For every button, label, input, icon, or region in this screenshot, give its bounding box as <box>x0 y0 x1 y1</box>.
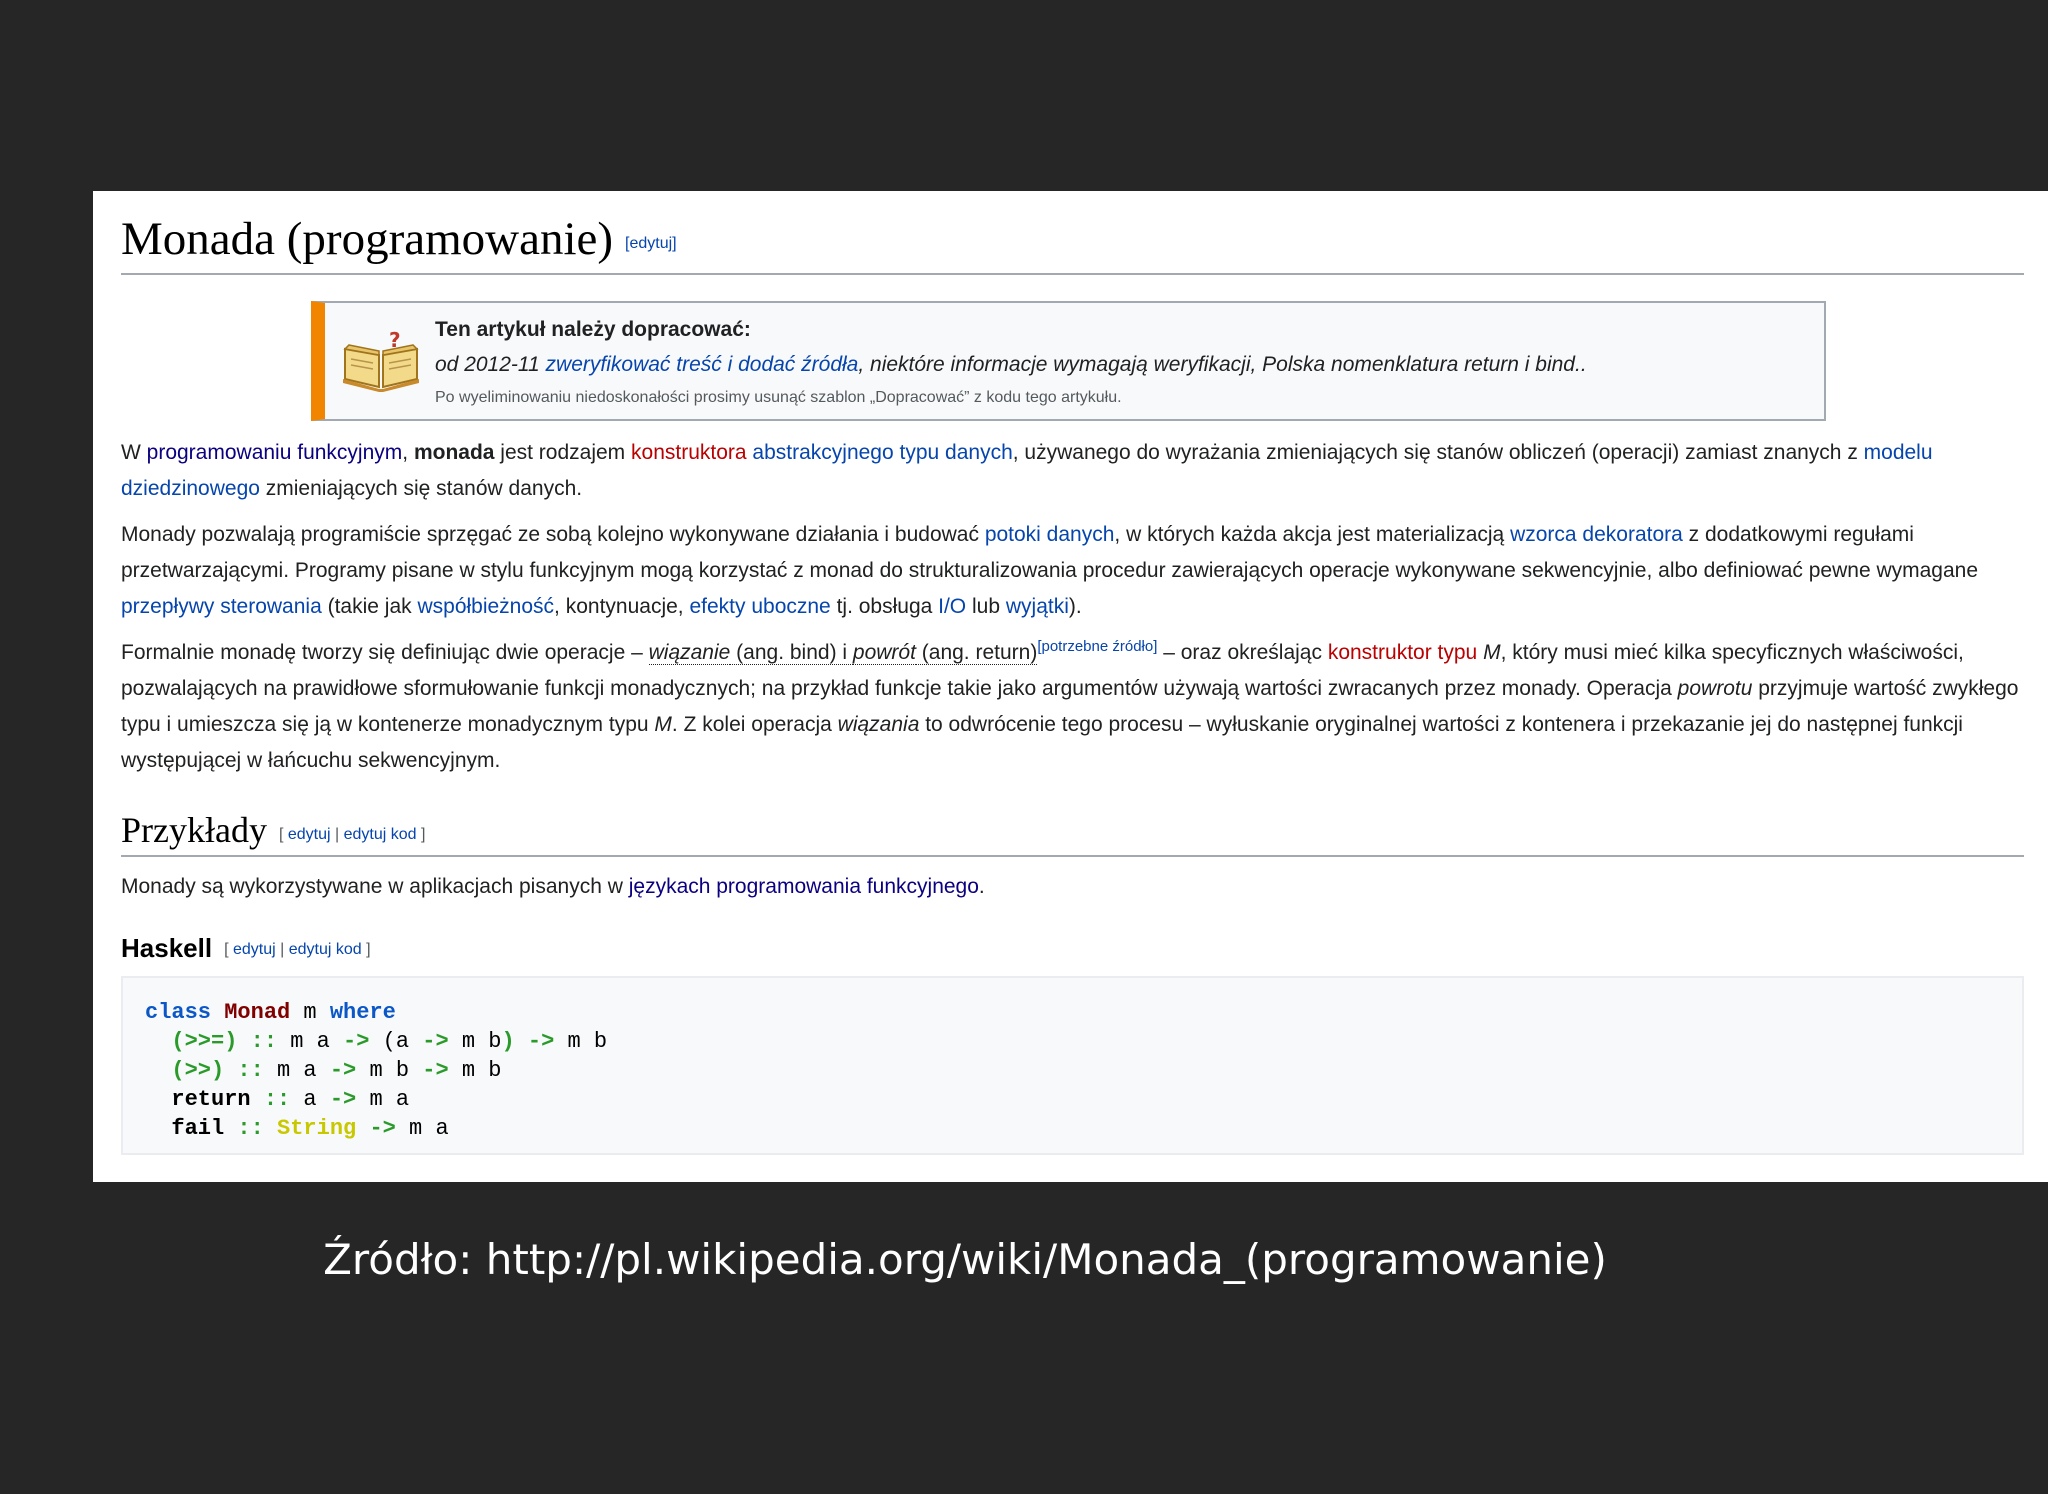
haskell-edit-open-bracket: [ <box>224 940 233 958</box>
p3-italic-powrotu: powrotu <box>1677 677 1753 701</box>
p3-text-8: . Z kolei operacja <box>671 713 838 737</box>
link-io[interactable]: I/O <box>938 595 967 619</box>
term-powrot: powrót <box>852 641 916 665</box>
add-sources-link[interactable]: dodać źródła <box>738 353 859 377</box>
p3-text-4: – oraz określając <box>1157 641 1328 665</box>
code-l1-var: m <box>290 999 330 1025</box>
title-edit-link-text[interactable]: [edytuj] <box>625 234 677 252</box>
p2-text-7: lub <box>966 595 1006 619</box>
code-fail-fn: fail <box>171 1115 225 1141</box>
haskell-edit-close-bracket: ] <box>361 940 371 958</box>
p3-text-1: Formalnie monadę tworzy się definiując dwie operacje – <box>121 641 649 665</box>
link-potoki-danych[interactable]: potoki danych <box>984 523 1115 547</box>
improvement-notice <box>311 301 1826 421</box>
code-l2-arrow2: -> <box>422 1028 449 1054</box>
p3-text-6: , który musi mieć kilka specyficznych właściwości, pozwalających na prawidłowe sformułowanie funkcji monadycznych; na przykład funkcje takie jako argumentów używają wartości zwracanych przez monady. Operacja <box>121 641 1964 701</box>
p1-text-5: , używanego do wyrażania zmieniających się stanów obliczeń (operacji) zamiast znanych z <box>1012 441 1864 465</box>
link-model-dziedzinowy[interactable]: modelu dziedzinowego <box>121 441 1933 501</box>
haskell-edit-separator: | <box>275 940 289 958</box>
link-jezyki-funkcyjne[interactable]: językach programowania funkcyjnego <box>628 874 979 898</box>
section-examples-edit-links <box>279 826 425 843</box>
link-wyjatki[interactable]: wyjątki <box>1005 595 1069 619</box>
paragraph-monads-allow <box>121 517 2024 625</box>
code-then-op: (>>) <box>171 1057 225 1083</box>
link-wzorzec-dekoratora[interactable]: wzorca dekoratora <box>1510 523 1683 547</box>
link-abstrakcyjny-typ-danych[interactable]: abstrakcyjnego typu danych <box>752 441 1013 465</box>
code-l5-space2 <box>356 1116 369 1141</box>
code-l5-arrow: -> <box>369 1115 396 1141</box>
p1-text-6: zmieniających się stanów danych. <box>259 477 583 501</box>
term-wiazanie: wiązanie <box>648 641 731 665</box>
p2-text-6: tj. obsługa <box>830 595 939 619</box>
code-l2-d <box>515 1029 528 1054</box>
code-l4-sig: :: <box>250 1086 291 1112</box>
p3-italic-wiazania: wiązania <box>837 713 920 737</box>
open-book-question-icon <box>341 329 421 393</box>
section-haskell-title: Haskell <box>121 932 213 963</box>
link-przeplywy-sterowania[interactable]: przepływy sterowania <box>121 595 322 619</box>
link-konstruktor-typu[interactable]: konstruktor typu <box>1327 641 1478 665</box>
notice-body-suffix: , niektóre informacje wymagają weryfikacji, Polska nomenklatura return i bind.. <box>858 353 1587 377</box>
wikipedia-screenshot <box>93 191 2048 1182</box>
section-heading-haskell <box>121 933 2024 964</box>
edit-separator: | <box>330 825 344 843</box>
code-l5-space <box>264 1116 277 1141</box>
code-l2-c: m b <box>448 1028 502 1054</box>
code-l2-arrow3: -> <box>527 1028 555 1054</box>
section-examples-edit-link[interactable]: edytuj <box>287 825 331 843</box>
code-bind-op: (>>=) <box>171 1028 238 1054</box>
p2-text-8: ). <box>1068 595 1082 619</box>
paragraph-formal <box>121 635 2024 779</box>
edit-close-bracket: ] <box>416 825 426 843</box>
notice-connector: i <box>721 353 739 377</box>
p2-text-3: z dodatkowymi regułami przetwarzającymi. Programy pisane w stylu funkcyjnym mogą korzystać z monad do strukturalizowania procedur zawierających operacje wykonywane sekwencyjnie, albo definiować pewne wymagane <box>121 523 1979 583</box>
examples-text-prefix: Monady są wykorzystywane w aplikacjach pisanych w <box>121 874 629 898</box>
code-l5-sig: :: <box>224 1115 264 1141</box>
code-l2-arrow1: -> <box>343 1028 370 1054</box>
p3-italic-m-2: M <box>654 713 672 737</box>
code-l3-arrow1: -> <box>329 1057 357 1083</box>
p2-text-2: , w których każda akcja jest materializacją <box>1114 523 1511 547</box>
haskell-code-block <box>121 976 2024 1155</box>
code-l4-b: m a <box>356 1086 410 1112</box>
link-konstruktora[interactable]: konstruktora <box>631 441 747 465</box>
code-l2-indent <box>145 1029 171 1054</box>
code-string-type: String <box>277 1115 357 1141</box>
code-l5-indent <box>145 1116 171 1141</box>
link-wspolbieznosc[interactable]: współbieżność <box>417 595 555 619</box>
code-where-kw: where <box>329 999 396 1025</box>
code-l5-b: m a <box>395 1115 449 1141</box>
code-l2-e: m b <box>554 1028 608 1054</box>
code-l2-b: (a <box>369 1028 423 1054</box>
code-l2-sig: :: <box>237 1028 278 1054</box>
p1-bold-monada: monada <box>413 441 495 465</box>
article-content <box>121 211 2024 1155</box>
examples-text-suffix: . <box>978 874 985 898</box>
section-haskell-edit-code-link[interactable]: edytuj kod <box>288 940 362 958</box>
title-edit-link[interactable] <box>625 235 677 252</box>
code-l2-a: m a <box>277 1028 344 1054</box>
notice-body-prefix: od 2012-11 <box>435 353 546 377</box>
code-l4-a: a <box>290 1086 330 1112</box>
notice-small: Po wyeliminowaniu niedoskonałości prosimy usunąć szablon „Dopracować” z kodu tego artykułu. <box>435 389 1122 407</box>
page-title <box>121 211 2024 275</box>
notice-text <box>435 313 1814 413</box>
p1-text-3: jest rodzajem <box>494 441 632 465</box>
code-l3-c: m b <box>448 1057 502 1083</box>
section-heading-examples <box>121 809 2024 856</box>
section-haskell-edit-links <box>224 941 370 958</box>
link-programowanie-funkcyjne[interactable]: programowaniu funkcyjnym <box>146 441 403 465</box>
p2-text-5: , kontynuacje, <box>554 595 690 619</box>
section-examples-edit-code-link[interactable]: edytuj kod <box>343 825 417 843</box>
p3-text-3: (ang. return) <box>915 641 1038 665</box>
paragraph-intro <box>121 435 2024 507</box>
section-haskell-edit-link[interactable]: edytuj <box>232 940 276 958</box>
p1-text-2: , <box>402 441 414 465</box>
p3-text-9: to odwrócenie tego procesu – wyłuskanie oryginalnej wartości z kontenera i przekazanie jej do następnej funkcji występującej w łańcuchu sekwencyjnym. <box>121 713 1963 773</box>
p3-italic-m: M <box>1483 641 1501 665</box>
section-examples-title: Przykłady <box>121 810 267 851</box>
paragraph-examples <box>121 869 2024 905</box>
code-l4-indent <box>145 1087 171 1112</box>
page-title-text: Monada (programowanie) <box>121 213 614 265</box>
code-monad-type: Monad <box>224 999 291 1025</box>
source-caption: Źródło: http://pl.wikipedia.org/wiki/Monada_(programowanie) <box>323 1235 1607 1284</box>
notice-body <box>435 347 1814 383</box>
citation-needed-link[interactable]: [potrzebne źródło] <box>1037 638 1158 656</box>
code-class-kw: class <box>145 999 212 1025</box>
code-l3-indent <box>145 1058 171 1083</box>
p2-text-1: Monady pozwalają programiście sprzęgać ze sobą kolejno wykonywane działania i budować <box>121 523 985 547</box>
notice-title: Ten artykuł należy dopracować: <box>435 318 751 342</box>
svg-text:?: ? <box>389 329 401 353</box>
code-l3-sig: :: <box>224 1057 264 1083</box>
p3-text-7: przyjmuje wartość zwykłego typu i umieszcza się ją w kontenerze monadycznym typu <box>121 677 2019 737</box>
link-efekty-uboczne[interactable]: efekty uboczne <box>689 595 831 619</box>
p3-text-2: (ang. bind) i <box>730 641 853 665</box>
code-l4-arrow: -> <box>329 1086 357 1112</box>
code-return-fn: return <box>171 1086 251 1112</box>
code-l3-a: m a <box>263 1057 330 1083</box>
code-l3-arrow2: -> <box>422 1057 449 1083</box>
code-l3-b: m b <box>356 1057 423 1083</box>
p2-text-4: (takie jak <box>321 595 418 619</box>
edit-open-bracket: [ <box>278 825 288 843</box>
p1-text-1: W <box>121 441 147 465</box>
code-l2-paren: ) <box>501 1028 515 1054</box>
verify-content-link[interactable]: zweryfikować treść <box>545 353 722 377</box>
